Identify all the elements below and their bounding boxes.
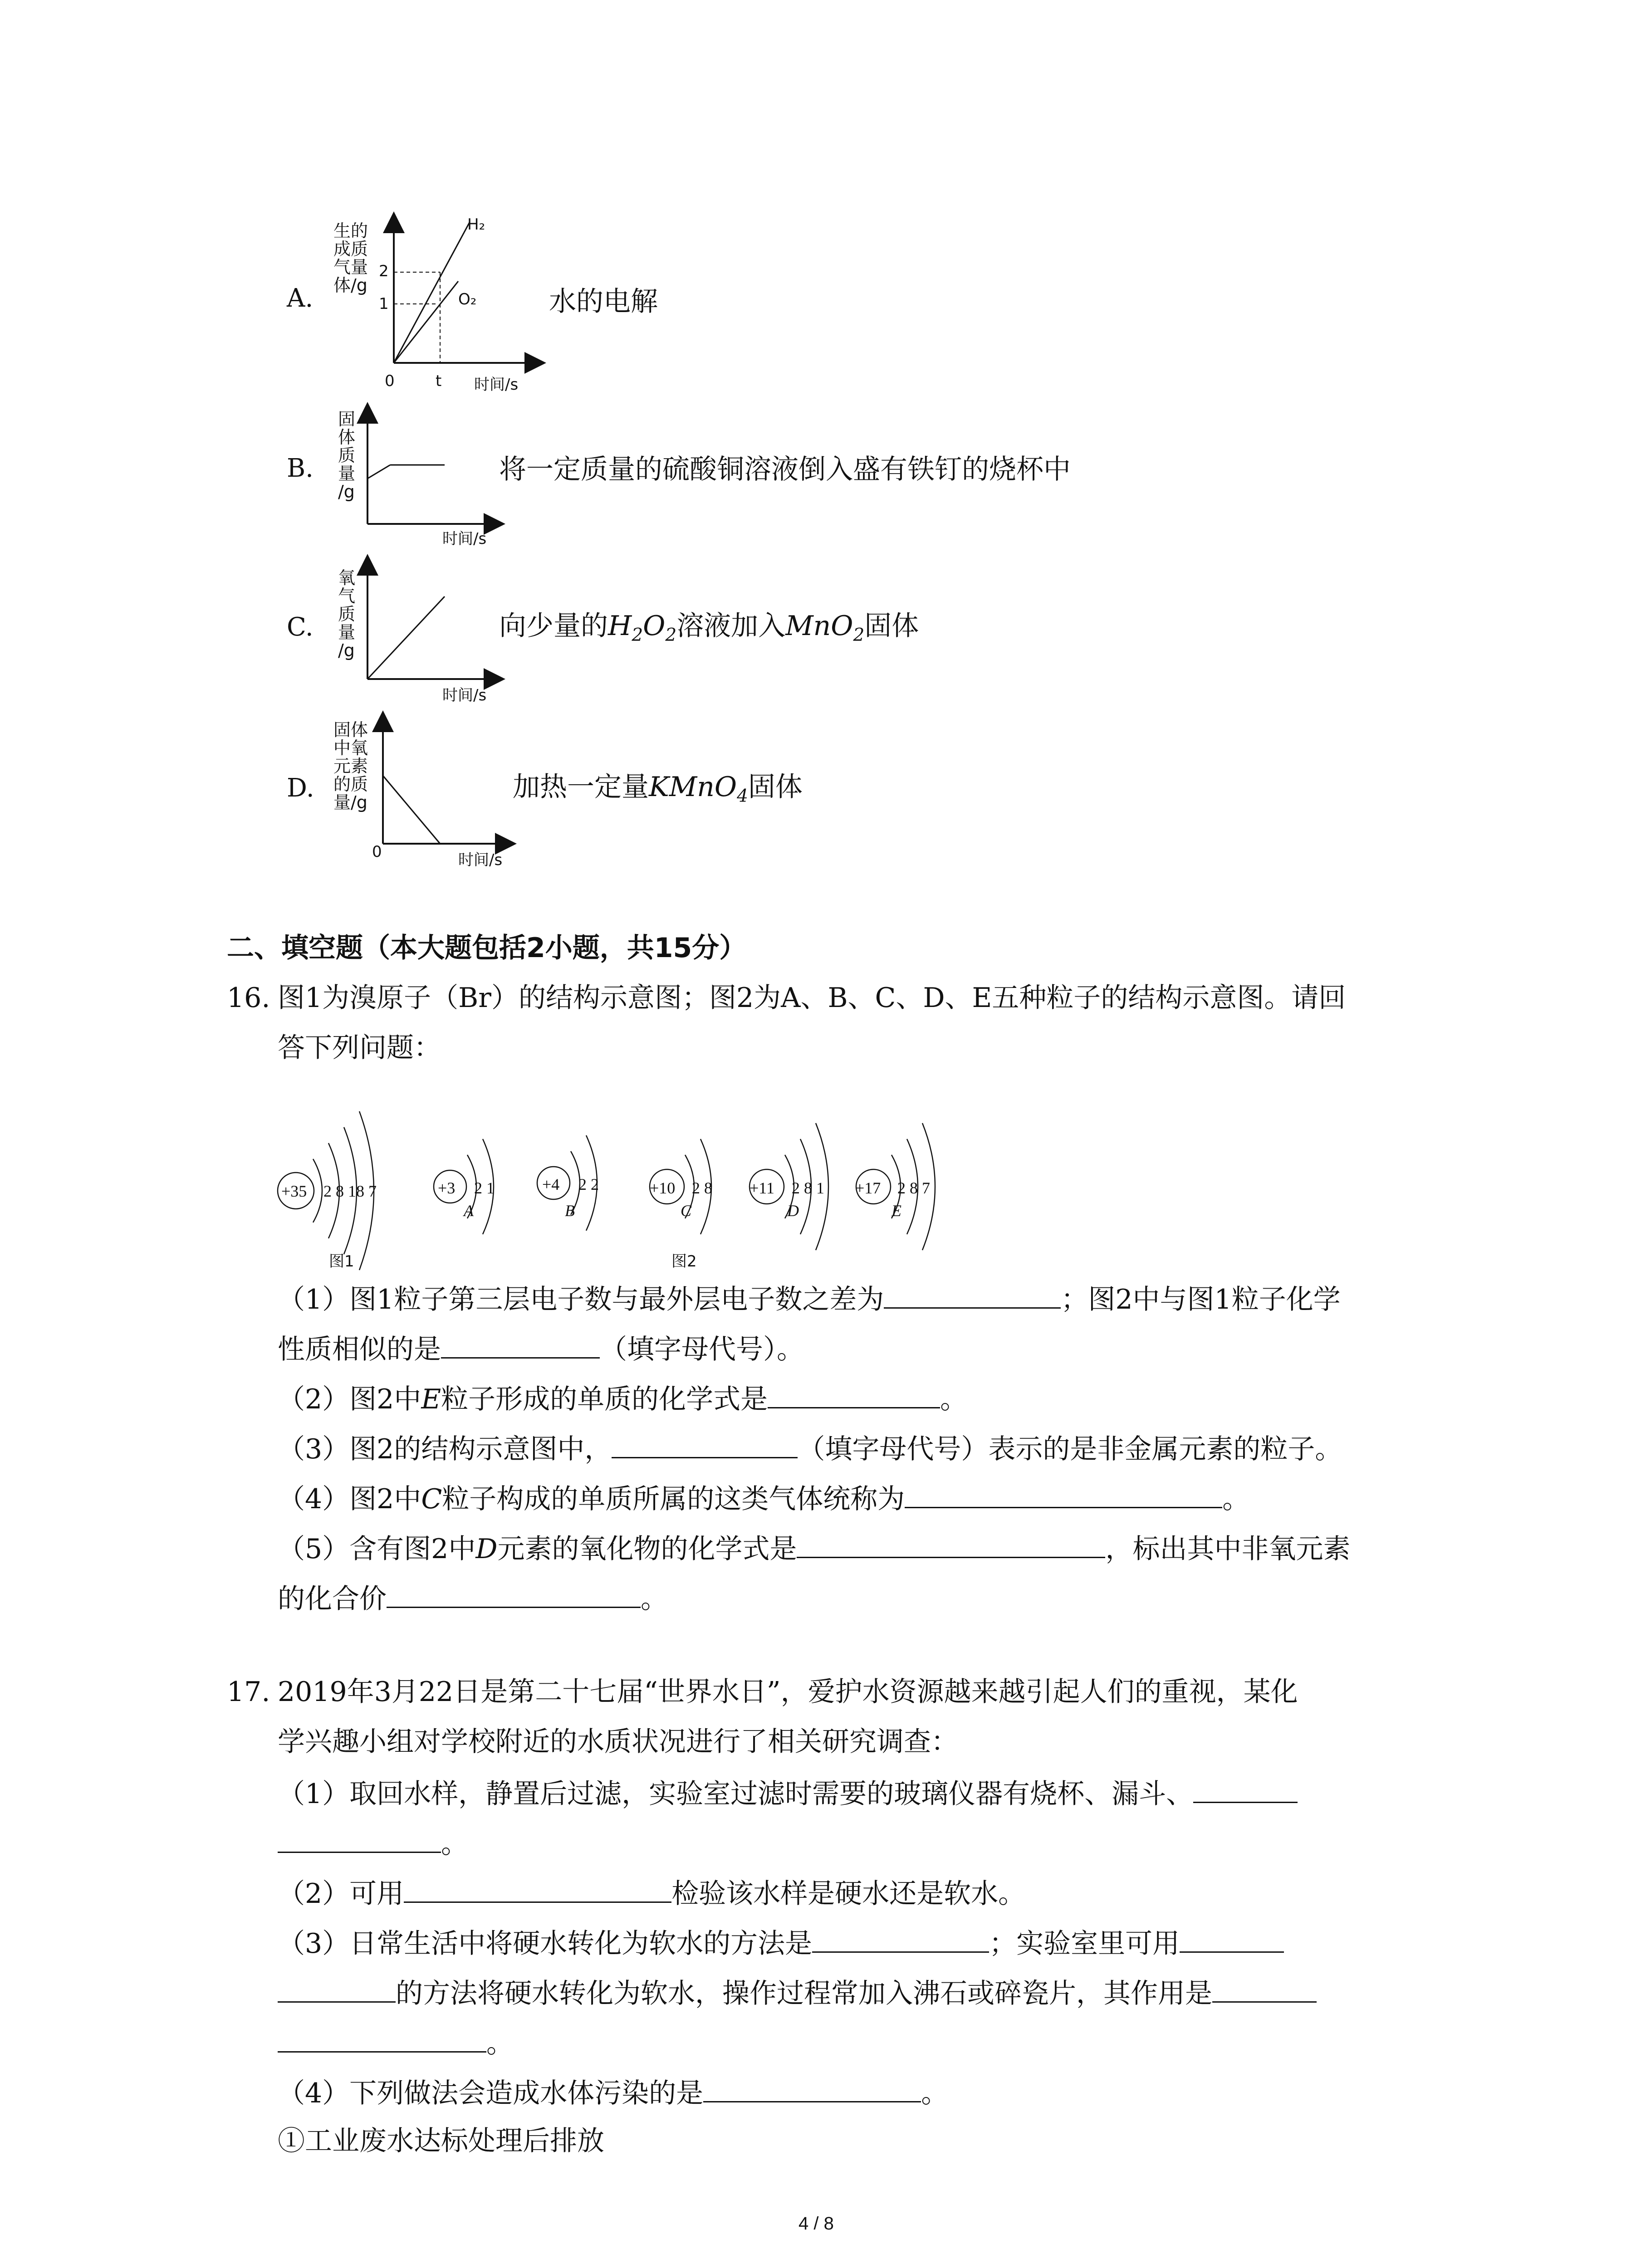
q17-sub3: （3）日常生活中将硬水转化为软水的方法是 ；实验室里可用	[278, 1928, 1284, 1957]
option-b-xlabel: 时间/s	[442, 530, 487, 548]
option-d-xlabel: 时间/s	[458, 851, 503, 869]
q16-number: 16.	[227, 982, 270, 1014]
option-d-ylabel: 固体 中氧 元素 的质 量/g	[333, 720, 368, 812]
q17-sub2: （2）可用 检验该水样是硬水还是软水。	[278, 1878, 1026, 1910]
atom-b-nucleus: +4	[542, 1175, 560, 1193]
q16-sub2: （2）图2中E粒子形成的单质的化学式是 。	[278, 1383, 968, 1415]
q16-blank-5[interactable]	[905, 1483, 1222, 1508]
page-number: 4 / 8	[798, 2214, 834, 2234]
q17-blank-4[interactable]	[703, 2077, 921, 2102]
q17-blank-1b[interactable]	[278, 1828, 441, 1853]
q17-blank-3c[interactable]	[278, 1978, 396, 2003]
atom-b-shells: 2 2	[578, 1175, 599, 1193]
atom-d-nucleus: +11	[749, 1179, 774, 1197]
q17-sub3-cont2: 。	[278, 2028, 514, 2057]
atom-a-shells: 2 1	[474, 1179, 495, 1197]
q16-blank-3[interactable]	[768, 1383, 940, 1408]
atom-diagrams	[277, 1080, 1003, 1270]
option-d-letter: D.	[287, 773, 314, 803]
q17-item-1: ①工业废水达标处理后排放	[278, 2125, 604, 2157]
section-title: 二、填空题（本大题包括2小题，共15分）	[227, 932, 747, 964]
atom-a-nucleus: +3	[438, 1179, 456, 1197]
q16-sub1: （1）图1粒子第三层电子数与最外层电子数之差为 ；图2中与图1粒子化学	[278, 1284, 1341, 1315]
option-c-xlabel: 时间/s	[442, 686, 487, 704]
q16-sub3: （3）图2的结构示意图中， （填字母代号）表示的是非金属元素的粒子。	[278, 1433, 1342, 1465]
q17-blank-3d[interactable]	[1212, 1978, 1317, 2003]
atom-e-shells: 2 8 7	[897, 1179, 930, 1197]
q17-sub3-cont: 的方法将硬水转化为软水，操作过程常加入沸石或碎瓷片，其作用是	[278, 1978, 1317, 2007]
option-a-xlabel: 时间/s	[474, 376, 519, 394]
atom-e-nucleus: +17	[855, 1179, 881, 1197]
fig2-label: 图2	[671, 1252, 697, 1271]
q17-blank-2[interactable]	[404, 1878, 671, 1903]
atom-br-shells: 2 8 18 7	[323, 1182, 377, 1200]
option-a-ytick-2: 2	[379, 262, 389, 280]
option-a-o2-label: O₂	[458, 290, 477, 308]
option-b-letter: B.	[287, 454, 314, 483]
option-a-ylabel: 生的 成质 气量 体/g	[333, 221, 368, 295]
atom-shells	[277, 1080, 1003, 1270]
q17-blank-3b[interactable]	[1180, 1928, 1284, 1953]
option-c-graph	[363, 560, 499, 687]
option-c-description: 向少量的$H_2O_2$溶液加入MnO$_2$固体	[499, 610, 919, 645]
option-d-description: 加热一定量KMnO$_4$固体	[513, 771, 803, 807]
q16-sub1-cont: 性质相似的是 （填字母代号）。	[278, 1334, 804, 1365]
q16-sub4: （4）图2中C粒子构成的单质所属的这类气体统称为 。	[278, 1483, 1250, 1515]
option-c-ylabel: 氧 气 质 量 /g	[338, 568, 356, 660]
option-a-description: 水的电解	[549, 286, 658, 318]
q16-blank-1[interactable]	[884, 1284, 1061, 1309]
q17-stem-line1: 2019年3月22日是第二十七届“世界水日”，爱护水资源越来越引起人们的重视，某化	[278, 1676, 1298, 1708]
q16-sub5-cont: 的化合价 。	[278, 1583, 668, 1615]
q16-stem-line2: 答下列问题：	[278, 1032, 441, 1064]
q16-sub5: （5）含有图2中D元素的氧化物的化学式是 ，标出其中非氧元素	[278, 1533, 1351, 1565]
atom-c-shells: 2 8	[692, 1179, 712, 1197]
option-b-graph	[363, 408, 499, 535]
q17-blank-3a[interactable]	[812, 1928, 989, 1953]
atom-d-shells: 2 8 1	[792, 1179, 824, 1197]
atom-d-label: D	[787, 1202, 799, 1220]
option-b-ylabel: 固 体 质 量 /g	[338, 409, 356, 502]
q16-blank-7[interactable]	[387, 1583, 641, 1608]
option-b-description: 将一定质量的硫酸铜溶液倒入盛有铁钉的烧杯中	[499, 454, 1071, 485]
atom-c-label: C	[681, 1202, 692, 1220]
q17-sub1: （1）取回水样，静置后过滤，实验室过滤时需要的玻璃仪器有烧杯、漏斗、	[278, 1778, 1298, 1808]
option-d-graph	[377, 717, 513, 853]
q17-blank-3e[interactable]	[278, 2028, 486, 2053]
q17-stem-line2: 学兴趣小组对学校附近的水质状况进行了相关研究调查：	[278, 1726, 958, 1758]
q16-blank-2[interactable]	[441, 1334, 600, 1359]
atom-e-label: E	[892, 1202, 901, 1220]
atom-c-nucleus: +10	[650, 1179, 676, 1197]
atom-b-label: B	[565, 1202, 575, 1220]
q17-number: 17.	[227, 1676, 270, 1708]
option-a-origin: 0	[385, 372, 395, 390]
q17-sub1-cont: 。	[278, 1828, 468, 1857]
option-a-ytick-1: 1	[379, 295, 389, 313]
atom-br-nucleus: +35	[281, 1182, 307, 1200]
q16-blank-4[interactable]	[612, 1433, 798, 1458]
q16-stem-line1: 图1为溴原子（Br）的结构示意图；图2为A、B、C、D、E五种粒子的结构示意图。请回	[278, 982, 1346, 1014]
q17-blank-1a[interactable]	[1193, 1778, 1298, 1803]
fig1-label: 图1	[329, 1252, 354, 1271]
option-a-letter: A.	[287, 284, 314, 313]
option-a-t-tick: t	[436, 372, 442, 390]
atom-a-label: A	[464, 1202, 474, 1220]
option-d-origin: 0	[372, 843, 382, 861]
q16-blank-6[interactable]	[797, 1533, 1105, 1558]
q17-sub4: （4）下列做法会造成水体污染的是 。	[278, 2077, 949, 2109]
option-c-letter: C.	[287, 612, 314, 642]
option-a-h2-label: H₂	[467, 215, 485, 234]
